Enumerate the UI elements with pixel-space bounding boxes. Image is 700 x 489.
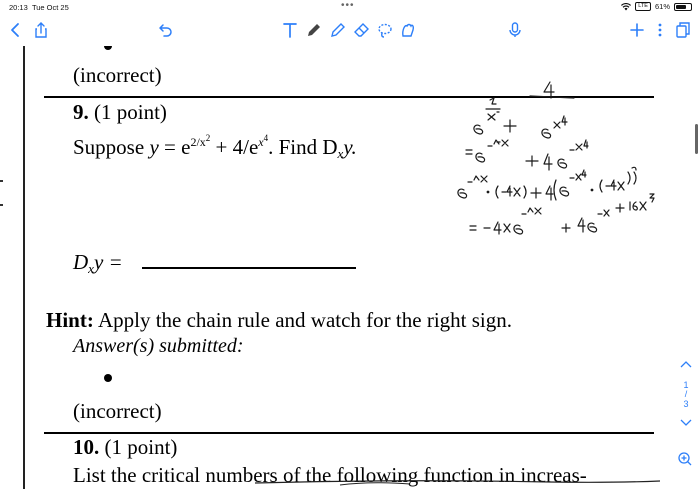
multitask-dots[interactable]: ••• [341, 0, 355, 11]
ink-strike [250, 471, 670, 489]
text-tool-icon[interactable] [280, 19, 300, 41]
question-9-status: (incorrect) [73, 399, 162, 423]
question-9-header: 9. (1 point) [73, 100, 167, 124]
edge-mark [0, 204, 3, 206]
battery-percent: 61% [654, 2, 670, 11]
list-bullet [104, 374, 112, 382]
shapes-icon[interactable] [398, 19, 418, 41]
question-10-header: 10. (1 point) [73, 435, 178, 459]
page-margin-line [23, 46, 25, 489]
scroll-thumb[interactable] [695, 124, 698, 154]
page-total: 3 [683, 399, 689, 409]
back-chevron-icon[interactable] [6, 19, 26, 41]
document-page[interactable] [0, 46, 700, 489]
status-time: 20:13 Tue Oct 25 [9, 3, 69, 12]
question-9-text: Suppose $y = e^{2/x^2} + 4/e^{x^4}$. Find $D_xy$. [73, 133, 357, 161]
more-icon[interactable] [650, 19, 670, 41]
answers-submitted-label: Answer(s) submitted: [73, 335, 244, 357]
status-bar [0, 0, 700, 14]
lasso-icon[interactable] [375, 19, 395, 41]
answer-label: $D_xy$ = [73, 250, 123, 276]
status-indicators [621, 2, 692, 11]
toolbar [0, 14, 700, 46]
previous-status: (incorrect) [73, 63, 162, 87]
highlighter-icon[interactable] [328, 19, 348, 41]
answer-blank-field[interactable] [142, 267, 356, 269]
page-down-chevron-icon[interactable] [678, 414, 694, 430]
eraser-icon[interactable] [352, 19, 372, 41]
pages-icon[interactable] [673, 19, 693, 41]
question-10-text: List the critical numbers of the following function in increas- [73, 463, 587, 487]
page-current: 1 [683, 380, 689, 390]
edge-mark [0, 180, 3, 182]
wifi-icon [621, 3, 631, 11]
undo-icon[interactable] [156, 19, 176, 41]
page-up-chevron-icon[interactable] [678, 357, 694, 373]
add-icon[interactable] [627, 19, 647, 41]
list-bullet [104, 46, 112, 50]
page-separator: / [684, 389, 688, 399]
share-icon[interactable] [31, 19, 51, 41]
microphone-icon[interactable] [505, 19, 525, 41]
handwritten-derivation [440, 76, 680, 276]
divider [44, 432, 654, 434]
zoom-icon[interactable] [677, 451, 693, 467]
pen-icon[interactable] [304, 19, 324, 41]
battery-icon [674, 3, 692, 11]
network-badge: LTE [635, 2, 651, 11]
hint: Hint: Apply the chain rule and watch for the right sign. [46, 308, 512, 332]
